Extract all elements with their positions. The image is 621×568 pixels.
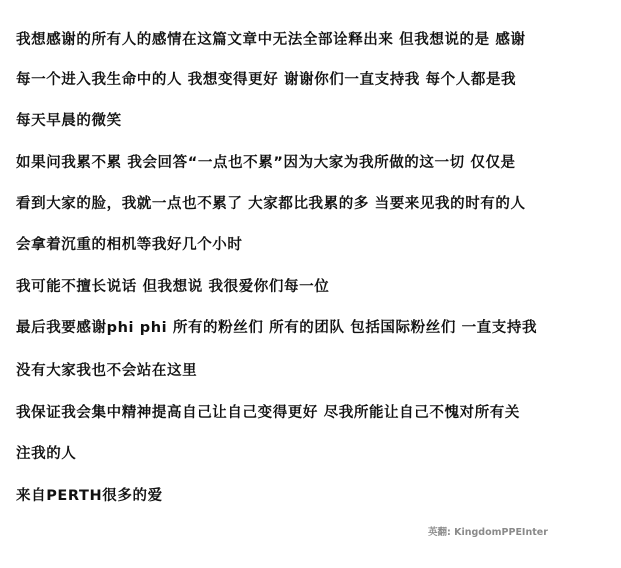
translator-credit: 英翻: KingdomPPEInter	[428, 527, 548, 538]
text-line: 看到大家的脸，我就一点也不累了 大家都比我累的多 当要来见我的时有的人	[16, 196, 526, 212]
text-line: 会拿着沉重的相机等我好几个小时	[16, 237, 243, 253]
text-line: 我保证我会集中精神提高自己让自己变得更好 尽我所能让自己不愧对所有关	[16, 405, 520, 421]
text-line: 没有大家我也不会站在这里	[16, 363, 198, 379]
text-line: 我想感谢的所有人的感情在这篇文章中无法全部诠释出来 但我想说的是 感谢	[16, 32, 526, 48]
text-line: 如果问我累不累 我会回答“一点也不累”因为大家为我所做的这一切 仅仅是	[16, 155, 516, 171]
text-line: 每天早晨的微笑	[16, 113, 122, 129]
text-line: 最后我要感谢phi phi 所有的粉丝们 所有的团队 包括国际粉丝们 一直支持我	[16, 320, 538, 336]
text-line: 注我的人	[16, 446, 77, 462]
text-line: 来自PERTH很多的爱	[16, 488, 163, 504]
text-line: 每一个进入我生命中的人 我想变得更好 谢谢你们一直支持我 每个人都是我	[16, 72, 517, 88]
text-line: 我可能不擅长说话 但我想说 我很爱你们每一位	[16, 279, 330, 295]
